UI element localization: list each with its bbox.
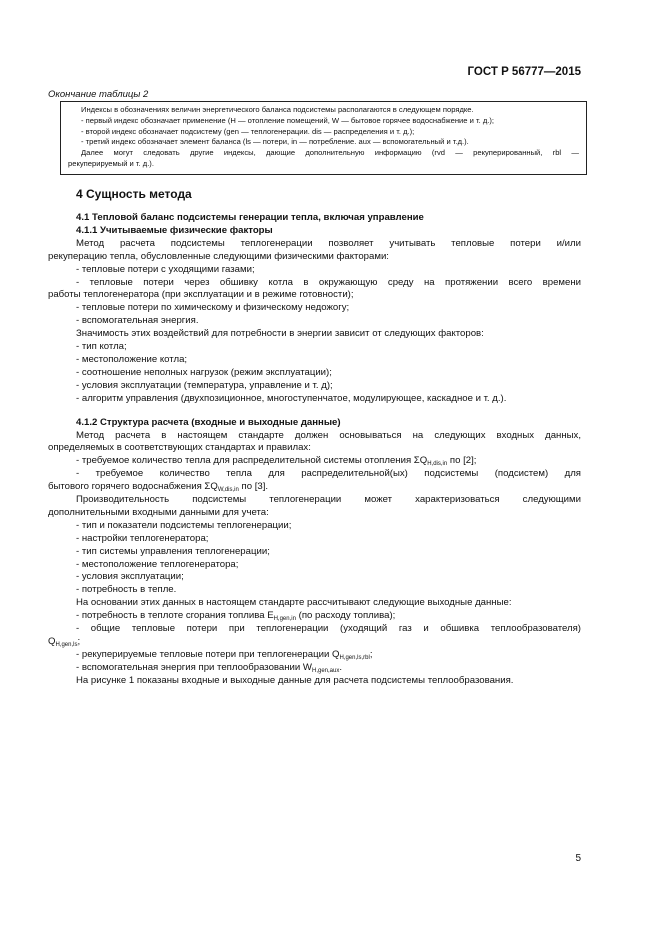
standard-number: ГОСТ Р 56777—2015 [467,66,581,78]
paragraph-line: Значимость этих воздействий для потребности в энергии зависит от следующих факторов: [76,328,484,340]
list-item: - вспомогательная энергия. [76,315,199,327]
table-line: - второй индекс обозначает подсистему (gen — теплогенерации. dis — распределения и т. д.); [81,126,415,136]
table-line: - первый индекс обозначает применение (H — отопление помещений, W — бытовое горячее водоснабжение и т. д.); [81,115,495,125]
list-item: - потребность в тепле. [76,584,177,596]
table-line: рекуперируемый и т. д.). [68,158,154,168]
list-item: - общие тепловые потери при теплогенерации (уходящий газ и обшивка теплообразователя) [76,623,581,635]
subsection-4-1-heading: 4.1 Тепловой баланс подсистемы генерации тепла, включая управление [76,212,424,223]
list-item: - тепловые потери по химическому и физическому недожогу; [76,302,350,314]
list-item: - тепловые потери с уходящими газами; [76,263,255,275]
table-line: Далее могут следовать другие индексы, дающие дополнительную информацию (rvd — рекуперированный, rbl — [81,148,579,158]
section-title: 4 Сущность метода [76,187,192,201]
list-item: - рекуперируемые тепловые потери при теплогенерации $Q_{H,gen,ls,rbl}$; [76,648,373,661]
paragraph-line: Метод расчета подсистемы теплогенерации позволяет учитывать тепловые потери и/или [76,237,581,249]
list-item: - алгоритм управления (двухпозиционное, многоступенчатое, модулирующее, каскадное и т. д.). [76,392,507,404]
list-item: - местоположение котла; [76,353,188,365]
list-item: - вспомогательная энергия при теплообразовании $W_{H,gen,aux}$. [76,661,343,674]
table-continuation-caption: Окончание таблицы 2 [48,89,149,100]
list-item: - тип и показатели подсистемы теплогенерации; [76,519,292,531]
paragraph-line: На рисунке 1 показаны входные и выходные данные для расчета подсистемы теплообразования. [76,674,514,686]
paragraph-line: Метод расчета в настоящем стандарте должен основываться на следующих входных данных, [76,429,581,441]
list-item-continuation: $Q_{H,gen,ls}$; [48,636,81,648]
list-item: - потребность в теплоте сгорания топлива $E_{H,gen,in}$ (по расходу топлива); [76,610,396,623]
table-line: - третий индекс обозначает элемент баланса (ls — потери, in — потребление. aux — вспомогательный и т.д.). [81,137,469,147]
list-item: - тип системы управления теплогенерации; [76,545,270,557]
list-item: - местоположение теплогенератора; [76,558,239,570]
page-number: 5 [575,853,581,864]
list-item: - условия эксплуатации (температура, управление и т. д); [76,379,333,391]
list-item: - требуемое количество тепла для распределительной системы отопления $\Sigma Q_{H,dis,in}$ по [2]; [76,455,477,468]
list-item-continuation: работы теплогенератора (при эксплуатации и в режиме готовности); [48,289,354,301]
list-item: - тепловые потери через обшивку котла в окружающую среду на протяжении всего времени [76,276,581,288]
list-item-continuation: бытового горячего водоснабжения $\Sigma Q_{W,dis,in}$ по [3]. [48,481,269,494]
table-line: Индексы в обозначениях величин энергетического баланса подсистемы располагаются в следующем порядке. [81,105,474,114]
paragraph-line: дополнительными входными данными для учета: [48,506,269,518]
paragraph-line: Производительность подсистемы теплогенерации может характеризоваться следующими [76,494,581,506]
paragraph-line: На основании этих данных в настоящем стандарте рассчитывают следующие выходные данные: [76,597,512,609]
section-4-body [48,186,581,688]
paragraph-line: рекуперацию тепла, обусловленные следующими физическими факторами: [48,250,389,262]
list-item: - настройки теплогенератора; [76,532,209,544]
paragraph-line: определяемых в соответствующих стандартах и правилах: [48,442,311,454]
list-item: - соотношение неполных нагрузок (режим эксплуатации); [76,366,332,378]
subsection-4-1-2-heading: 4.1.2 Структура расчета (входные и выходные данные) [76,416,341,428]
list-item: - тип котла; [76,341,127,353]
table-2-end-box [60,101,587,175]
subsection-4-1-1-heading: 4.1.1 Учитываемые физические факторы [76,224,273,236]
list-item: - условия эксплуатации; [76,571,184,583]
list-item: - требуемое количество тепла для распределительной(ых) подсистемы (подсистем) для [76,468,581,480]
